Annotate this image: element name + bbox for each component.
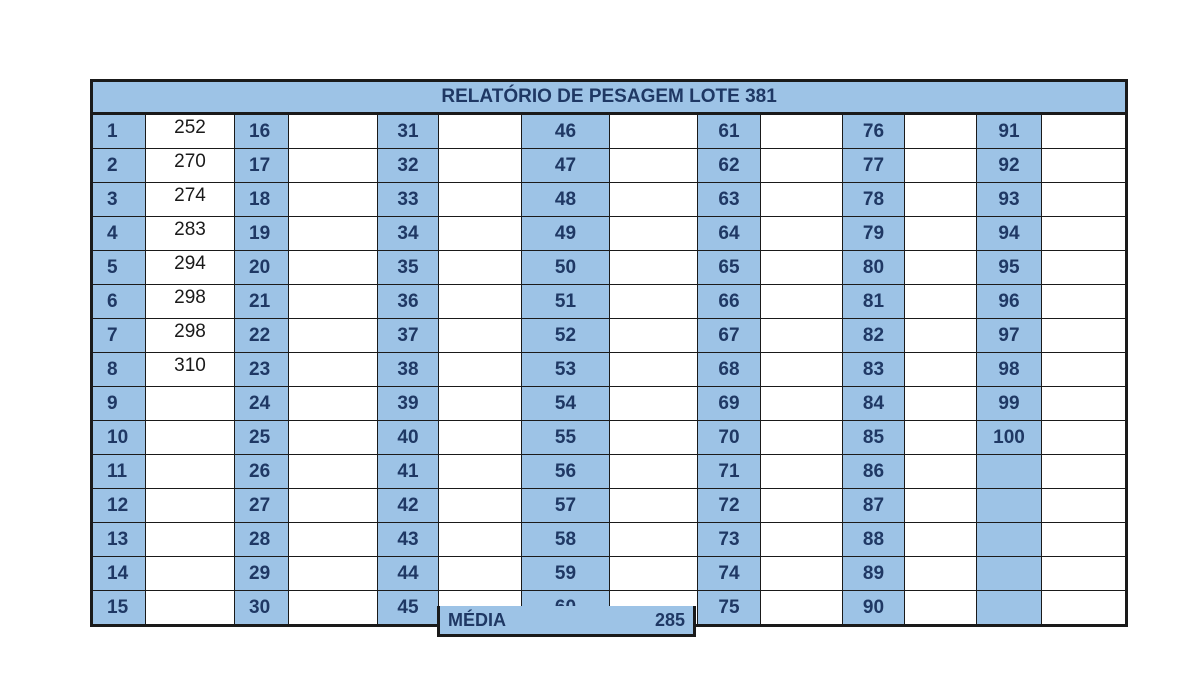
table-row (92, 489, 1127, 523)
sample-number-cell: 33 (378, 183, 439, 217)
sample-number-cell: 47 (522, 149, 610, 183)
weight-value-cell[interactable] (146, 591, 235, 626)
weight-value-cell[interactable] (610, 319, 698, 353)
weight-value-cell[interactable]: 270 (146, 149, 235, 183)
sample-number-cell: 82 (843, 319, 905, 353)
weight-value-cell[interactable] (905, 387, 977, 421)
weight-value-cell[interactable] (761, 557, 843, 591)
sample-number-cell: 42 (378, 489, 439, 523)
sample-number-cell: 17 (235, 149, 289, 183)
weight-value-cell[interactable] (761, 251, 843, 285)
sample-number-cell: 7 (92, 319, 146, 353)
weight-value-cell[interactable] (905, 183, 977, 217)
sample-number-cell: 63 (698, 183, 761, 217)
sample-number-cell (977, 489, 1042, 523)
sample-number-cell: 9 (92, 387, 146, 421)
weight-value-cell[interactable] (146, 421, 235, 455)
sample-number-cell: 27 (235, 489, 289, 523)
sample-number-cell (977, 591, 1042, 626)
weight-value-cell[interactable] (1042, 455, 1127, 489)
sample-number-cell: 84 (843, 387, 905, 421)
weight-value-cell[interactable] (905, 489, 977, 523)
sample-number-cell: 96 (977, 285, 1042, 319)
weight-value-cell[interactable] (761, 285, 843, 319)
sample-number-cell: 43 (378, 523, 439, 557)
sample-number-cell: 83 (843, 353, 905, 387)
weight-value-cell[interactable] (610, 217, 698, 251)
table-row (92, 387, 1127, 421)
sample-number-cell: 16 (235, 114, 289, 149)
weight-value-cell[interactable] (1042, 285, 1127, 319)
sample-number-cell: 97 (977, 319, 1042, 353)
sample-number-cell: 98 (977, 353, 1042, 387)
sample-number-cell: 31 (378, 114, 439, 149)
sample-number-cell: 2 (92, 149, 146, 183)
weight-value-cell[interactable] (1042, 591, 1127, 626)
weight-value-cell[interactable] (905, 285, 977, 319)
sample-number-cell: 70 (698, 421, 761, 455)
sample-number-cell: 25 (235, 421, 289, 455)
weight-value-cell[interactable] (905, 421, 977, 455)
weight-value-cell[interactable] (905, 149, 977, 183)
sample-number-cell (977, 523, 1042, 557)
sample-number-cell: 34 (378, 217, 439, 251)
weight-value-cell[interactable] (610, 489, 698, 523)
weight-value-cell[interactable] (761, 455, 843, 489)
weight-value-cell[interactable] (1042, 523, 1127, 557)
weight-value-cell[interactable] (289, 455, 378, 489)
table-row (92, 523, 1127, 557)
table-row (92, 114, 1127, 149)
sample-number-cell (977, 455, 1042, 489)
weight-value-cell[interactable] (610, 387, 698, 421)
weight-value-cell[interactable] (761, 523, 843, 557)
weight-value-cell[interactable]: 283 (146, 217, 235, 251)
sample-number-cell: 38 (378, 353, 439, 387)
table-row (92, 455, 1127, 489)
weight-value-cell[interactable] (1042, 183, 1127, 217)
sample-number-cell: 8 (92, 353, 146, 387)
sample-number-cell: 77 (843, 149, 905, 183)
weight-value-cell[interactable] (610, 251, 698, 285)
sample-number-cell: 24 (235, 387, 289, 421)
sample-number-cell: 54 (522, 387, 610, 421)
weight-value-cell[interactable] (439, 217, 522, 251)
weight-value-cell[interactable] (146, 489, 235, 523)
weight-value-cell[interactable] (439, 285, 522, 319)
weight-value-cell[interactable] (289, 285, 378, 319)
sample-number-cell: 3 (92, 183, 146, 217)
weight-value-cell[interactable] (439, 183, 522, 217)
sample-number-cell: 55 (522, 421, 610, 455)
sample-number-cell: 87 (843, 489, 905, 523)
weight-value-cell[interactable] (289, 523, 378, 557)
sample-number-cell: 23 (235, 353, 289, 387)
weight-value-cell[interactable] (610, 523, 698, 557)
sample-number-cell: 1 (92, 114, 146, 149)
weight-value-cell[interactable] (289, 319, 378, 353)
sample-number-cell: 12 (92, 489, 146, 523)
sample-number-cell: 53 (522, 353, 610, 387)
weight-value-cell[interactable] (610, 183, 698, 217)
sample-number-cell: 89 (843, 557, 905, 591)
sample-number-cell: 94 (977, 217, 1042, 251)
sample-number-cell: 46 (522, 114, 610, 149)
weight-value-cell[interactable] (1042, 353, 1127, 387)
sample-number-cell: 50 (522, 251, 610, 285)
sample-number-cell: 40 (378, 421, 439, 455)
weight-value-cell[interactable] (761, 149, 843, 183)
weight-value-cell[interactable] (289, 114, 378, 149)
sample-number-cell: 76 (843, 114, 905, 149)
weight-value-cell[interactable] (610, 353, 698, 387)
weight-value-cell[interactable] (1042, 387, 1127, 421)
sample-number-cell: 6 (92, 285, 146, 319)
weight-value-cell[interactable] (289, 251, 378, 285)
sample-number-cell: 71 (698, 455, 761, 489)
weight-value-cell[interactable] (439, 523, 522, 557)
average-value: 285 (654, 609, 685, 630)
sample-number-cell: 73 (698, 523, 761, 557)
average-summary (437, 606, 696, 637)
sample-number-cell: 41 (378, 455, 439, 489)
weight-value-cell[interactable] (146, 557, 235, 591)
sample-number-cell: 5 (92, 251, 146, 285)
sample-number-cell: 80 (843, 251, 905, 285)
table-row (92, 421, 1127, 455)
weight-value-cell[interactable] (289, 557, 378, 591)
sample-number-cell: 51 (522, 285, 610, 319)
average-label: MÉDIA (448, 609, 506, 630)
weight-value-cell[interactable] (439, 421, 522, 455)
sample-number-cell: 32 (378, 149, 439, 183)
weight-value-cell[interactable] (761, 387, 843, 421)
sample-number-cell: 64 (698, 217, 761, 251)
sample-number-cell: 20 (235, 251, 289, 285)
sample-number-cell: 13 (92, 523, 146, 557)
weight-value-cell[interactable] (439, 353, 522, 387)
sample-number-cell: 35 (378, 251, 439, 285)
weight-value-cell[interactable] (610, 421, 698, 455)
sample-number-cell: 61 (698, 114, 761, 149)
sample-number-cell: 15 (92, 591, 146, 626)
weight-value-cell[interactable]: 294 (146, 251, 235, 285)
sample-number-cell: 28 (235, 523, 289, 557)
weight-value-cell[interactable] (761, 421, 843, 455)
weight-value-cell[interactable] (439, 557, 522, 591)
sample-number-cell: 72 (698, 489, 761, 523)
sample-number-cell: 79 (843, 217, 905, 251)
weight-value-cell[interactable] (439, 387, 522, 421)
sample-number-cell: 30 (235, 591, 289, 626)
weight-value-cell[interactable] (905, 557, 977, 591)
weight-value-cell[interactable] (905, 114, 977, 149)
weight-value-cell[interactable] (289, 421, 378, 455)
sample-number-cell: 45 (378, 591, 439, 626)
report-title: RELATÓRIO DE PESAGEM LOTE 381 (92, 81, 1127, 114)
weight-value-cell[interactable] (1042, 319, 1127, 353)
weight-value-cell[interactable] (439, 489, 522, 523)
weight-value-cell[interactable] (761, 319, 843, 353)
weight-value-cell[interactable] (905, 591, 977, 626)
weight-value-cell[interactable] (610, 149, 698, 183)
weight-value-cell[interactable] (610, 285, 698, 319)
weight-value-cell[interactable] (761, 353, 843, 387)
weight-value-cell[interactable] (1042, 114, 1127, 149)
weight-value-cell[interactable] (1042, 489, 1127, 523)
sample-number-cell: 56 (522, 455, 610, 489)
weight-value-cell[interactable] (1042, 149, 1127, 183)
sample-number-cell: 67 (698, 319, 761, 353)
sample-number-cell: 85 (843, 421, 905, 455)
weight-value-cell[interactable]: 310 (146, 353, 235, 387)
weight-value-cell[interactable] (1042, 557, 1127, 591)
sample-number-cell: 66 (698, 285, 761, 319)
sample-number-cell: 26 (235, 455, 289, 489)
sample-number-cell: 58 (522, 523, 610, 557)
table-row (92, 319, 1127, 353)
weighing-report-table (90, 79, 1128, 627)
weight-value-cell[interactable] (439, 149, 522, 183)
sample-number-cell: 65 (698, 251, 761, 285)
weight-value-cell[interactable] (289, 387, 378, 421)
sample-number-cell: 68 (698, 353, 761, 387)
sample-number-cell: 37 (378, 319, 439, 353)
sample-number-cell: 36 (378, 285, 439, 319)
weight-value-cell[interactable] (761, 489, 843, 523)
weight-value-cell[interactable] (289, 183, 378, 217)
weight-value-cell[interactable] (439, 319, 522, 353)
weight-value-cell[interactable] (905, 251, 977, 285)
sample-number-cell: 86 (843, 455, 905, 489)
weight-value-cell[interactable] (439, 114, 522, 149)
sample-number-cell: 18 (235, 183, 289, 217)
sample-number-cell: 81 (843, 285, 905, 319)
weight-value-cell[interactable]: 298 (146, 319, 235, 353)
weight-value-cell[interactable] (761, 114, 843, 149)
weight-value-cell[interactable] (439, 455, 522, 489)
weight-value-cell[interactable] (1042, 421, 1127, 455)
sample-number-cell: 75 (698, 591, 761, 626)
sample-number-cell: 29 (235, 557, 289, 591)
weight-value-cell[interactable] (146, 523, 235, 557)
sample-number-cell: 93 (977, 183, 1042, 217)
weight-value-cell[interactable] (289, 489, 378, 523)
sample-number-cell: 62 (698, 149, 761, 183)
weight-value-cell[interactable] (905, 217, 977, 251)
sample-number-cell: 92 (977, 149, 1042, 183)
weight-value-cell[interactable] (905, 319, 977, 353)
weight-value-cell[interactable] (610, 557, 698, 591)
weight-value-cell[interactable] (761, 183, 843, 217)
weight-value-cell[interactable] (610, 455, 698, 489)
table-row (92, 251, 1127, 285)
sample-number-cell: 91 (977, 114, 1042, 149)
sample-number-cell: 59 (522, 557, 610, 591)
sample-number-cell: 49 (522, 217, 610, 251)
sample-number-cell: 100 (977, 421, 1042, 455)
weight-value-cell[interactable]: 274 (146, 183, 235, 217)
sample-number-cell: 44 (378, 557, 439, 591)
weight-value-cell[interactable] (1042, 251, 1127, 285)
sample-number-cell: 78 (843, 183, 905, 217)
weight-value-cell[interactable] (761, 591, 843, 626)
weight-value-cell[interactable]: 252 (146, 114, 235, 149)
sample-number-cell: 10 (92, 421, 146, 455)
sample-number-cell: 22 (235, 319, 289, 353)
sample-number-cell: 14 (92, 557, 146, 591)
weight-value-cell[interactable] (905, 455, 977, 489)
sample-number-cell: 11 (92, 455, 146, 489)
weight-value-cell[interactable]: 298 (146, 285, 235, 319)
sample-number-cell: 39 (378, 387, 439, 421)
sample-number-cell: 57 (522, 489, 610, 523)
sample-number-cell: 48 (522, 183, 610, 217)
weight-value-cell[interactable] (905, 523, 977, 557)
sample-number-cell: 4 (92, 217, 146, 251)
sample-number-cell: 19 (235, 217, 289, 251)
weight-value-cell[interactable] (1042, 217, 1127, 251)
sample-number-cell: 69 (698, 387, 761, 421)
table-row (92, 217, 1127, 251)
weight-value-cell[interactable] (289, 217, 378, 251)
sample-number-cell: 74 (698, 557, 761, 591)
sample-number-cell: 21 (235, 285, 289, 319)
weight-value-cell[interactable] (289, 149, 378, 183)
sample-number-cell: 90 (843, 591, 905, 626)
weight-value-cell[interactable] (289, 591, 378, 626)
table-row (92, 557, 1127, 591)
weight-value-cell[interactable] (905, 353, 977, 387)
sample-number-cell: 95 (977, 251, 1042, 285)
sample-number-cell (977, 557, 1042, 591)
weight-value-cell[interactable] (146, 387, 235, 421)
table-row (92, 353, 1127, 387)
weight-value-cell[interactable] (146, 455, 235, 489)
weight-value-cell[interactable] (289, 353, 378, 387)
table-row (92, 285, 1127, 319)
weight-value-cell[interactable] (610, 114, 698, 149)
weight-value-cell[interactable] (439, 251, 522, 285)
weight-value-cell[interactable] (761, 217, 843, 251)
sample-number-cell: 52 (522, 319, 610, 353)
table-row (92, 149, 1127, 183)
table-row (92, 183, 1127, 217)
sample-number-cell: 99 (977, 387, 1042, 421)
sample-number-cell: 88 (843, 523, 905, 557)
